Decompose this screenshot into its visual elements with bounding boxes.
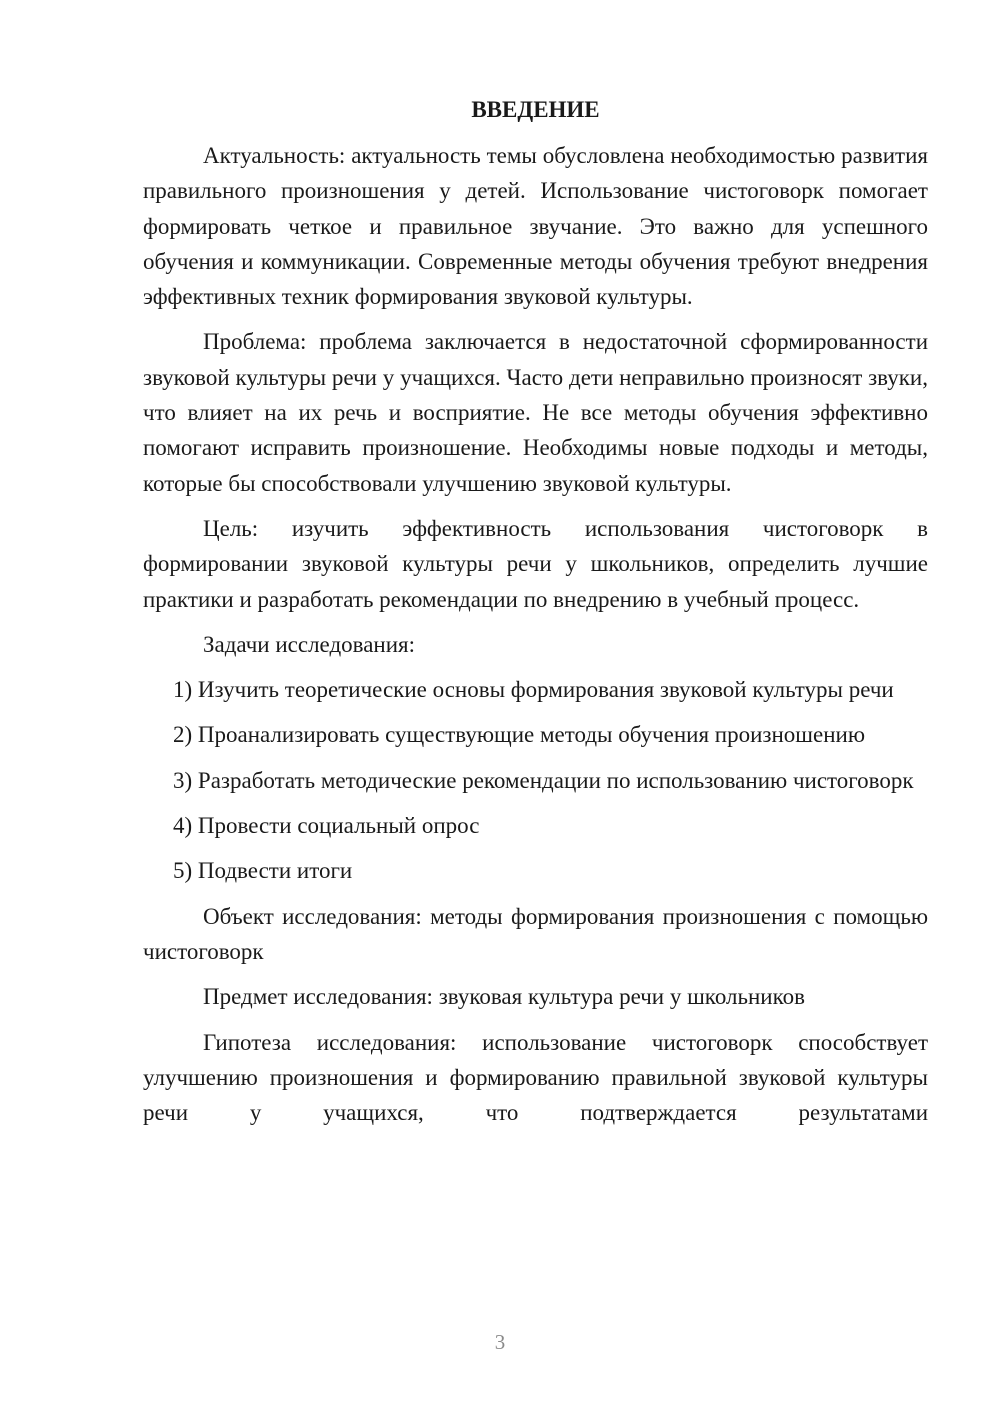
- problem-paragraph: Проблема: проблема заключается в недостаточной сформированности звуковой культуры речи у учащихся. Часто дети неправильно произносят звуки, что влияет на их речь и восприятие. Не все методы обучения эффективно помогают исправить произношение. Необходимы новые подходы и методы, которые бы способствовали улучшению звуковой культуры.: [143, 329, 928, 496]
- relevance-paragraph: Актуальность: актуальность темы обусловлена необходимостью развития правильного произношения у детей. Использование чистоговорк помогает формировать четкое и правильное звучание. Это важно для успешного обучения и коммуникации. Современные методы обучения требуют внедрения эффективных техник формирования звуковой культуры.: [143, 143, 928, 310]
- task-item: 5) Подвести итоги: [173, 858, 353, 884]
- task-item: 2) Проанализировать существующие методы обучения произношению: [173, 722, 866, 748]
- tasks-heading: Задачи исследования:: [203, 631, 416, 657]
- task-item: 1) Изучить теоретические основы формирования звуковой культуры речи: [173, 677, 894, 703]
- task-item: 4) Провести социальный опрос: [173, 813, 480, 839]
- hypothesis-paragraph: Гипотеза исследования: использование чистоговорк способствует улучшению произношения и формированию правильной звуковой культуры речи у учащихся, что подтверждается результатами: [143, 1029, 928, 1126]
- object-paragraph: Объект исследования: методы формирования произношения с помощью чистоговорк: [143, 903, 928, 964]
- page-number: 3: [494, 1330, 506, 1354]
- task-item: 3) Разработать методические рекомендации по использованию чистоговорк: [173, 767, 914, 793]
- goal-paragraph: Цель: изучить эффективность использования чистоговорк в формировании звуковой культуры речи у школьников, определить лучшие практики и разработать рекомендации по внедрению в учебный процесс.: [143, 515, 928, 612]
- document-page: [143, 90, 928, 1140]
- subject-paragraph: Предмет исследования: звуковая культура речи у школьников: [203, 984, 805, 1010]
- page-title: ВВЕДЕНИЕ: [471, 97, 600, 122]
